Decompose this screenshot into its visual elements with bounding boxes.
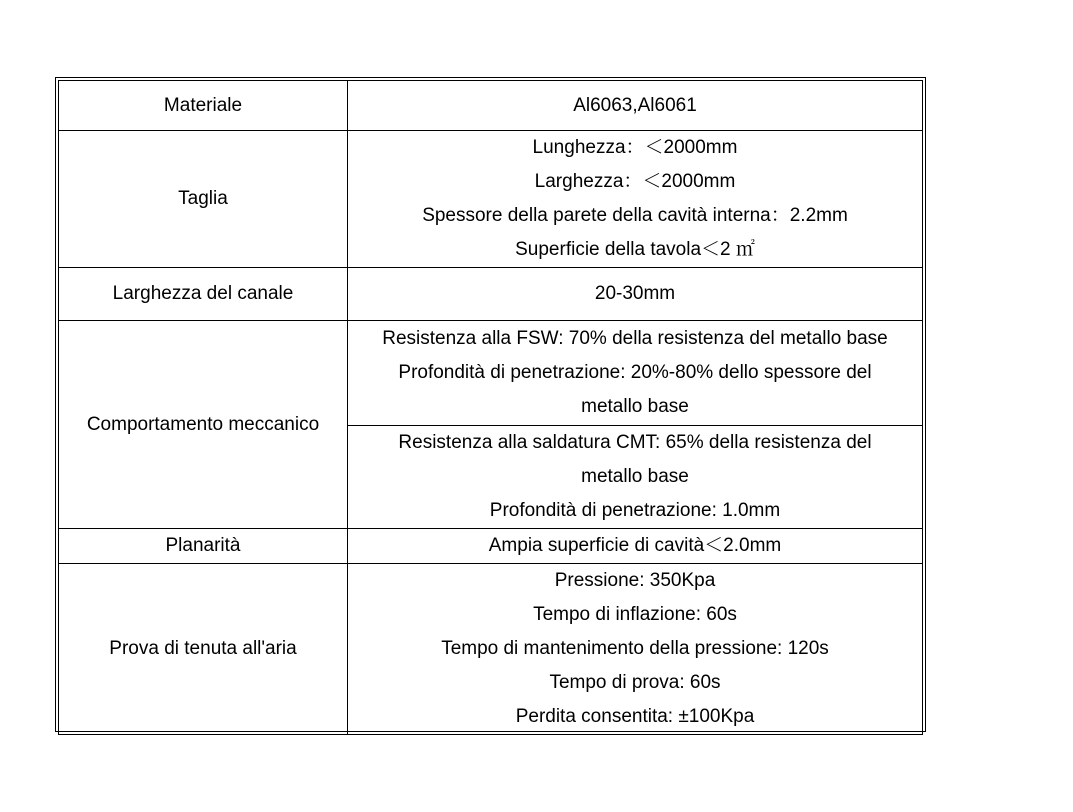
row-value-fsw (348, 321, 923, 426)
row-value (348, 81, 923, 131)
table-row (59, 321, 923, 426)
value-line: Pressione: 350Kpa (554, 570, 716, 591)
row-label: Taglia (59, 131, 348, 268)
spec-table-frame (55, 77, 926, 732)
row-value (348, 131, 923, 268)
value-line: Tempo di inflazione: 60s (533, 604, 737, 625)
value-line: 20-30mm (594, 283, 676, 304)
table-row (59, 268, 923, 321)
table-row (59, 131, 923, 268)
value-line: Resistenza alla saldatura CMT: 65% della resistenza del (398, 432, 872, 453)
value-line: Tempo di mantenimento della pressione: 120s (441, 638, 829, 659)
spec-table (58, 80, 923, 735)
value-line: Ampia superficie di cavità＜2.0mm (488, 535, 782, 556)
row-label: Larghezza del canale (59, 268, 348, 321)
table-row (59, 529, 923, 564)
value-line: Tempo di prova: 60s (549, 672, 721, 693)
value-line: metallo base (581, 396, 689, 417)
value-line: metallo base (581, 466, 689, 487)
row-label: Prova di tenuta all'aria (59, 564, 348, 735)
value-line: Perdita consentita: ±100Kpa (515, 706, 755, 727)
row-label: Planarità (59, 529, 348, 564)
row-value (348, 529, 923, 564)
value-line: Spessore della parete della cavità interna：2.2mm (422, 205, 848, 226)
row-value (348, 268, 923, 321)
row-value-cmt (348, 426, 923, 529)
value-line: Superficie della tavola＜2 ㎡ (515, 239, 755, 260)
value-line: Profondità di penetrazione: 20%-80% dello spessore del (398, 362, 872, 383)
value-line: Profondità di penetrazione: 1.0mm (489, 500, 781, 521)
row-label: Materiale (59, 81, 348, 131)
table-row (59, 564, 923, 735)
table-row (59, 81, 923, 131)
value-line: Resistenza alla FSW: 70% della resistenza del metallo base (382, 328, 888, 349)
value-line: Lunghezza：＜2000mm (532, 137, 738, 158)
value-line: Larghezza：＜2000mm (534, 171, 736, 192)
row-value (348, 564, 923, 735)
value-line: Al6063,Al6061 (573, 94, 697, 116)
row-label: Comportamento meccanico (59, 321, 348, 529)
